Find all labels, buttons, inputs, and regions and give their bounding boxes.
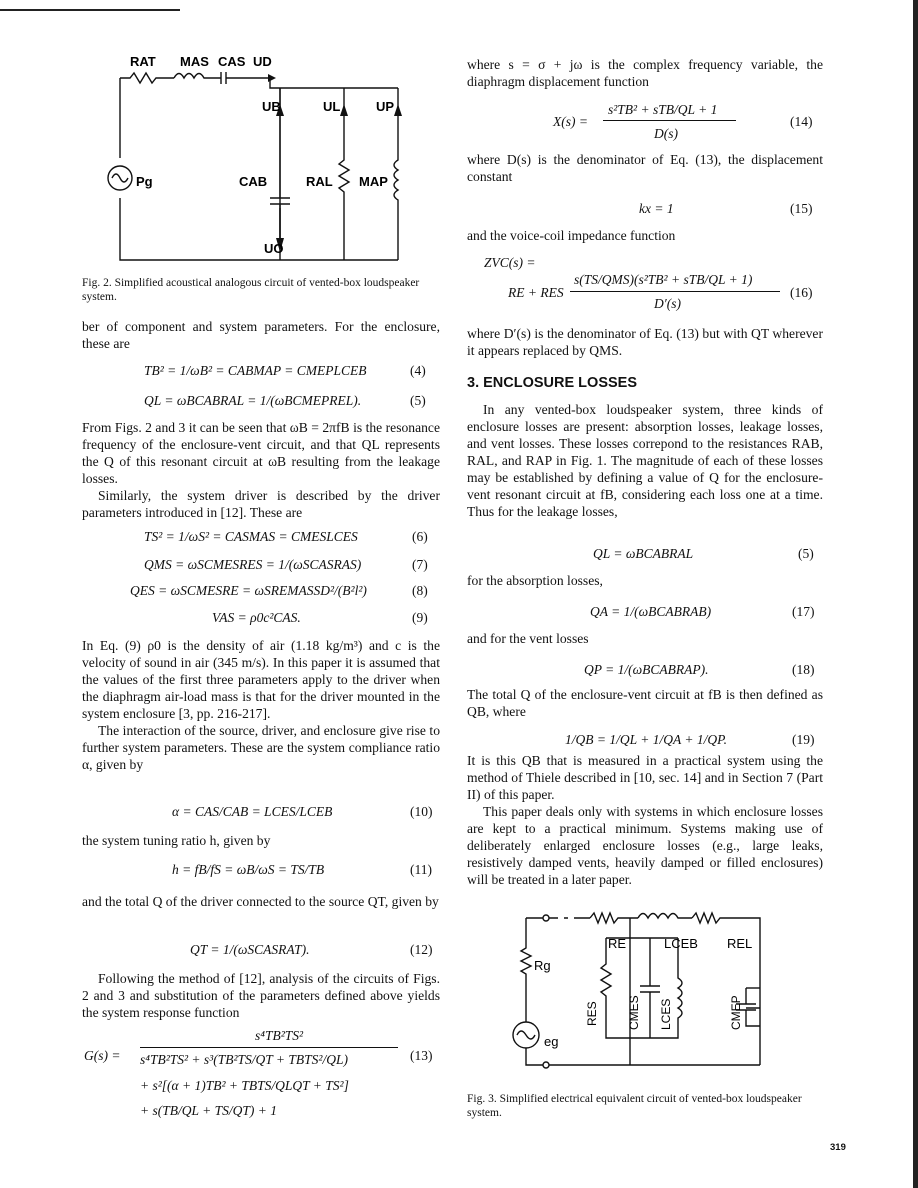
eq-16-number: (16) [790,285,813,300]
fig2-label-cab: CAB [239,174,268,189]
eq-13-denominator-3: + s(TB/QL + TS/QT) + 1 [140,1103,277,1118]
eq-19: 1/QB = 1/QL + 1/QA + 1/QP. [565,732,727,747]
right-para-8: The total Q of the enclosure-vent circuit at fB is then defined as QB, where [467,687,823,719]
right-para-4: where D′(s) is the denominator of Eq. (13) but with QT wherever it appears replaced by QMS. [467,326,823,358]
fig2-caption: Fig. 2. Simplified acoustical analogous circuit of vented-box loudspeaker system. [82,277,420,303]
left-para-2-text: From Figs. 2 and 3 it can be seen that ωB = 2πfB is the resonance frequency of the enclosure-vent circuit, and that QL represents the Q of this resonant circuit at ωB resulting from the leakage losses. [82,420,440,486]
page-number: 319 [830,1142,846,1153]
fig2-label-map: MAP [359,174,388,189]
fig3-label-lces: LCES [659,998,673,1030]
left-para-8 [82,970,440,1021]
fig2-label-cas: CAS [218,54,246,69]
eq-11: h = fB/fS = ωB/ωS = TS/TB [172,862,325,877]
eq-12-number: (12) [410,942,433,957]
fig2-label-uo: UO [264,241,284,256]
right-para-3: and the voice-coil impedance function [467,228,676,243]
eq-19-number: (19) [792,732,815,747]
fig3-label-cmep: CMEP [729,995,743,1030]
eq-5-number: (5) [410,393,426,408]
eq-16-lhs-2: RE + RES [508,285,564,300]
left-para-5-text: The interaction of the source, driver, and enclosure give rise to further system parameters. These are the system compliance ratio α, given by [82,723,440,772]
eq-16-lhs-1: ZVC(s) = [484,255,536,270]
fig3-caption: Fig. 3. Simplified electrical equivalent circuit of vented-box loudspeaker system. [467,1093,802,1119]
fig2-label-ral: RAL [306,174,333,189]
eq-18-number: (18) [792,662,815,677]
eq-13-fraction-bar [140,1047,398,1048]
fig3-label-rg: Rg [534,958,551,973]
eq-8-number: (8) [412,583,428,598]
left-para-6: the system tuning ratio h, given by [82,833,271,848]
fig2-label-mas: MAS [180,54,209,69]
fig2-label-rat: RAT [130,54,156,69]
eq-13-numerator: s⁴TB²TS² [255,1028,304,1043]
fig3-circuit-diagram [510,908,780,1078]
fig3-label-eg: eg [544,1034,559,1049]
left-para-8-text: Following the method of [12], analysis of the circuits of Figs. 2 and 3 and substitution of the parameters defined above yields the system response function [82,971,440,1020]
eq-13-lhs: G(s) = [84,1048,121,1063]
eq-14-number: (14) [790,114,813,129]
eq-14-lhs: X(s) = [553,114,588,129]
right-para-2: where D(s) is the denominator of Eq. (13), the displacement constant [467,152,823,184]
eq-7-number: (7) [412,557,428,572]
eq-7: QMS = ωSCMESRES = 1/(ωSCASRAS) [144,557,362,572]
fig2-label-up: UP [376,99,395,114]
eq-12: QT = 1/(ωSCASRAT). [190,942,310,957]
eq-15-number: (15) [790,201,813,216]
fig2-label-ul: UL [323,99,341,114]
eq-10-number: (10) [410,804,433,819]
eq-4: TB² = 1/ωB² = CABMAP = CMEPLCEB [144,363,367,378]
top-rule [0,9,180,11]
left-para-2 [82,419,440,521]
fig3-label-cmes: CMES [627,995,641,1030]
eq-8: QES = ωSCMESRE = ωSREMASSD²/(B²l²) [130,583,367,598]
eq-14-numerator: s²TB² + sTB/QL + 1 [608,102,718,117]
eq-16-denominator: D′(s) [654,296,681,311]
eq-6: TS² = 1/ωS² = CASMAS = CMESLCES [144,529,358,544]
eq-14-denominator: D(s) [654,126,678,141]
right-para-10-text: This paper deals only with systems in which enclosure losses are kept to a practical minimum. Systems making use of deliberately enlarged enclosure losses (e.g., large leaks, resistively damped vents, heavily damped or filled enclosures) will be treated in a later paper. [467,804,823,887]
eq-16-fraction-bar [570,291,780,292]
left-para-1: ber of component and system parameters. For the enclosure, these are [82,319,440,351]
fig2-label-ub: UB [262,99,281,114]
eq-17-number: (17) [792,604,815,619]
right-para-1: where s = σ + jω is the complex frequency variable, the diaphragm displacement function [467,57,823,89]
eq-9-number: (9) [412,610,428,625]
eq-14-fraction-bar [603,120,736,121]
eq-13-denominator-2: + s²[(α + 1)TB² + TBTS/QLQT + TS²] [140,1078,349,1093]
left-para-7: and the total Q of the driver connected to the source QT, given by [82,894,439,909]
eq-15: kx = 1 [639,201,674,216]
left-para-4-text: In Eq. (9) ρ0 is the density of air (1.18 kg/m³) and c is the velocity of sound in air (345 m/s). In this paper it is assumed that the values of the first three parameters apply to the driver when the diaphragm air-load mass is that for the driver mounted in the system enclosure [3, pp. 216-217]. [82,638,440,721]
eq-9: VAS = ρ0c²CAS. [212,610,301,625]
eq-10: α = CAS/CAB = LCES/LCEB [172,804,333,819]
right-para-9 [467,752,823,888]
eq-13-denominator-1: s⁴TB²TS² + s³(TB²TS/QT + TBTS²/QL) [140,1052,348,1067]
eq-18: QP = 1/(ωBCABRAP). [584,662,709,677]
right-para-9-text: It is this QB that is measured in a practical system using the method of Thiele described in [10, sec. 14] and in Section 7 (Part II) of this paper. [467,753,823,802]
fig3-label-lceb: LCEB [664,936,698,951]
left-para-3-text: Similarly, the system driver is described by the driver parameters introduced in [12]. These are [82,488,440,520]
eq-11-number: (11) [410,862,432,877]
fig3-label-rel: REL [727,936,753,951]
eq-16-numerator: s(TS/QMS)(s²TB² + sTB/QL + 1) [574,272,753,287]
fig3-label-res: RES [585,1001,599,1026]
eq-17: QA = 1/(ωBCABRAB) [590,604,712,619]
fig3-label-re: RE [608,936,627,951]
right-para-6: for the absorption losses, [467,573,603,588]
eq-5b-number: (5) [798,546,814,561]
left-para-4 [82,637,440,773]
eq-5: QL = ωBCABRAL = 1/(ωBCMEPREL). [144,393,362,408]
right-para-5 [467,401,823,520]
section-heading: 3. ENCLOSURE LOSSES [467,375,638,391]
eq-6-number: (6) [412,529,428,544]
right-para-7: and for the vent losses [467,631,589,646]
eq-4-number: (4) [410,363,426,378]
fig2-label-ud: UD [253,54,272,69]
fig2-label-pg: Pg [136,174,153,189]
eq-13-number: (13) [410,1048,433,1063]
eq-5b: QL = ωBCABRAL [593,546,694,561]
right-para-5-text: In any vented-box loudspeaker system, three kinds of enclosure losses are present: absorption losses, leakage losses, and vent losses. These losses correpond to the resistances RAB, RAL, and RAP in Fig. 1. The magnitude of each of these losses may be established by defining a value of Q for the enclosure-vent resonant circuit at fB, considering each loss one at a time. Thus for the leakage losses, [467,402,823,519]
fig2-circuit-diagram [100,48,420,268]
page-edge-bar [913,0,918,1188]
